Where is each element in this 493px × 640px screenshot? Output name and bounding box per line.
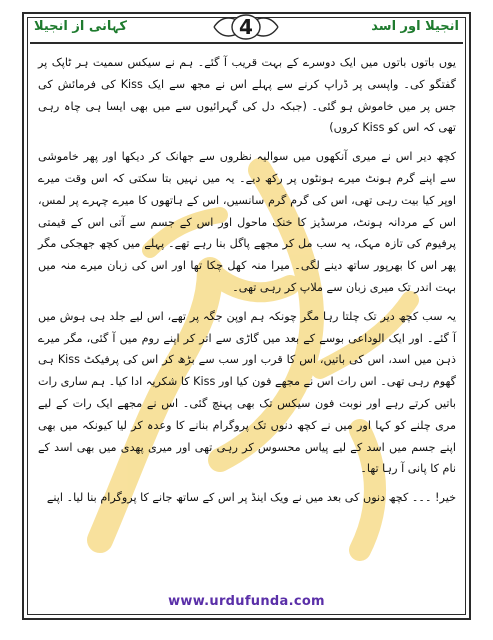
paragraph: یوں باتوں باتوں میں ایک دوسرے کے بہت قریب آ گئے۔ ہم نے سیکس سمیت ہر ٹاپک پر گفتگو کی۔ واپسی پر ڈراپ کرنے سے پہلے اس نے مجھ سے ایک Kiss کی فرمائش کی جس پر میں خاموش ہو گئی۔ (جبکہ دل کی گہرائیوں سے میں بھی ایسا ہی چاہ رہی تھی کہ اس کو Kiss کروں): [38, 56, 456, 135]
paragraph: کچھ دیر اس نے میری آنکھوں میں سوالیہ نظروں سے جھانک کر دیکھا اور پھر خاموشی سے اپنے گرم ہونٹ میرے ہونٹوں پر رکھ دیے۔ یہ میں نہیں بتا سکتی کہ اس وقت میرے اوپر کیا بیت رہی تھی، اس کی گرم گرم سانسیں، اس کے ہاتھوں کا میرے چہرے پر لمس، اس کے مردانہ ہونٹ، مرسڈیز کا خنک ماحول اور اس کے جسم سے آتی اس کے قیمتی پرفیوم کی تازہ مہک، یہ سب مل کر مجھے پاگل بنا رہے تھے۔ پہلے میں کچھ جھجکی مگر پھر اس کا بھرپور ساتھ دینے لگی۔ میرا منہ کھل چکا تھا اور اس کی زبان میرے منہ میں بہت اندر تک میری زبان سے ملاپ کر رہی تھی۔: [38, 150, 456, 294]
paragraph: یہ سب کچھ دیر تک چلتا رہا مگر چونکہ ہم اوپن جگہ پر تھے، اس لیے جلد ہی ہوش میں آ گئے۔ اور ایک الوداعی بوسے کے بعد میں گاڑی سے اتر کر اپنے روم میں آ گئی، مگر میرے ذہن میں اسد، اس کی باتیں، اس کا قرب اور سب سے بڑھ کر اس کی پرفیکٹ Kiss ہی گھوم رہی تھی۔ اس رات اس نے مجھے فون کیا اور Kiss کا شکریہ ادا کیا۔ ہم ساری رات باتیں کرتے رہے اور نوبت فون سیکس تک بھی پہنچ گئی۔ اس نے مجھے ایک رات کے لیے مری چلنے کو کہا اور میں نے کچھ دنوں تک پروگرام بنانے کا وعدہ کر لیا کیونکہ میں بھی اپنے جسم میں اسد کے لیے پیاس محسوس کر رہی تھی اور میری پھدی میں بھی اسد کے نام کا پانی آ رہا تھا۔: [38, 309, 457, 476]
story-title: انجیلا اور اسد: [371, 19, 459, 34]
page-number-badge: [212, 12, 280, 42]
page-number: 4: [239, 15, 253, 39]
website-footer[interactable]: www.urdufunda.com: [168, 594, 325, 609]
author-credit: کہانی از انجیلا: [34, 19, 127, 34]
header-divider: [30, 42, 463, 44]
paragraph: خیر! ۔۔۔ کچھ دنوں کی بعد میں نے ویک اینڈ پر اس کے ساتھ جانے کا پروگرام بنا لیا۔ اپنے: [46, 491, 456, 505]
story-body: [38, 52, 456, 592]
